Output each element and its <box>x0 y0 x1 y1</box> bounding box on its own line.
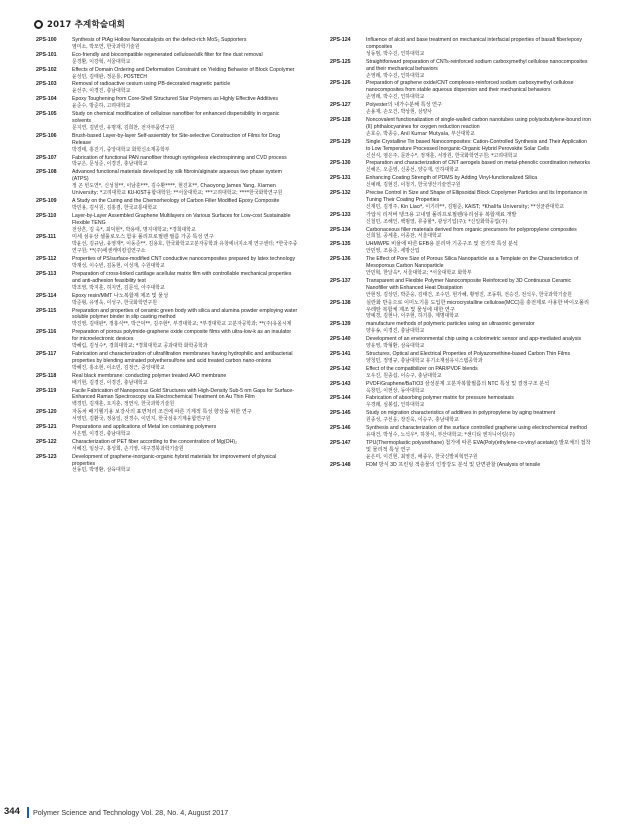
abstract-authors: 정 곤 빈도연*, 신성철**, 이남훈***, 김수환****, 현진호**, Chaoyong James Yang, Xiamen University; *고려대학교 KU-KIST융합대학원; **서울대학교; ***고려대학교; ****한국화학연구원 <box>72 183 283 197</box>
abstract-title: Preparation of porous polyimide-graphene oxide composite films with ultra-low-k as an insulator for microelectronic devices <box>72 329 292 343</box>
abstract-title: Layer-by-Layer Assembled Graphene Multilayers on Various Surfaces for Low-cost Sustainable Flexible TENG <box>72 212 291 226</box>
abstract-title: 실란화 반응으로 이미노기를 도입한 microcrystalline cellulose(MCC)를 충전제로 사용한 바이오폴리우레탄 복합체 제조 및 물성에 대한 연구 <box>366 299 590 313</box>
abstract-authors: 신희철, 공세훈, 이종찬, 서울대학교 <box>366 233 442 240</box>
abstract-authors: 유대건, 박성수, 노석우*, 하창식, 부산대학교; *센디티 엔지니어링(주) <box>366 431 515 438</box>
abstract-body <box>72 111 298 132</box>
abstract-title: Eco-friendly and biocompatible regenerated cellulose/silk filter for fine dust removal <box>72 51 263 58</box>
abstract-body <box>72 373 298 387</box>
abstract-title: Real black membrane: conducting polymer treated AAO membrane <box>72 372 227 379</box>
abstract-title: Brush-based Layer-by-layer Self-assembly for Site-selective Construction of Films for Drug Release <box>72 132 281 146</box>
abstract-title: A Study on the Curing and the Chemorheology of Carbon Filler Modified Epoxy Composite <box>72 197 280 204</box>
abstract-entry <box>36 424 298 438</box>
abstract-entry <box>36 111 298 132</box>
abstract-body <box>72 256 298 270</box>
abstract-id: 2PS-133 <box>330 211 351 218</box>
abstract-body <box>366 410 592 424</box>
abstract-id: 2PS-145 <box>330 410 351 417</box>
abstract-authors: 신재민, 김정주, Kin Liao*, 이기라**, 김범준, KAIST; *Khalifa University; **성균관대학교 <box>366 203 564 210</box>
abstract-title: Single Crystalline Tin based Nanocomposites: Cation-Controlled Synthesis and Their Application to Low Temperature Processed Inorganic-Organic Hybrid Perovskite Solar Cells <box>366 138 588 152</box>
abstract-authors: 백경민, 김재훈, 오지훈, 정연식, 한국과학기술원 <box>72 401 175 408</box>
abstract-body <box>72 409 298 423</box>
abstract-id: 2PS-139 <box>330 321 351 328</box>
abstract-entry <box>330 425 592 439</box>
abstract-body <box>366 139 592 160</box>
abstract-body <box>72 329 298 350</box>
abstract-authors: 박규은, 문성준, 이경진, 충남대학교 <box>72 161 148 168</box>
abstract-body <box>366 212 592 226</box>
abstract-body <box>72 155 298 169</box>
abstract-title: TPU(Thermoplastic polyurethane) 첨가에 따른 EVA(Poly(ethylene-co-vinyl acetate)) 발포체의 접착 및 물리적 특성 연구 <box>366 439 591 453</box>
abstract-body <box>366 241 592 255</box>
abstract-authors: 문지연, 김빈린, 유명재, 김희찬, 전자부품연구원 <box>72 124 175 131</box>
abstract-body <box>72 169 298 197</box>
abstract-authors: 양청민, 정영규, 충남대학교 유기소재섬유시스템공학과 <box>366 357 483 364</box>
abstract-title: Fabrication of functional PAN nanofiber through syringeless electrospinning and CVD process <box>72 154 287 161</box>
abstract-title: Effect of the compatibilizer on PAR/PVDF blends <box>366 365 478 372</box>
abstract-title: Preparations and applications of Metal ion containing polymers <box>72 424 217 431</box>
abstract-entry <box>330 117 592 138</box>
abstract-entry <box>36 409 298 423</box>
abstract-entry <box>330 336 592 350</box>
abstract-entry <box>36 271 298 292</box>
abstract-authors: 안현정, 김상민, 박준웅, 김태건, 조수민, 현가혜, 황영진, 조동휘, 전승진, 전석우, 한국과학기술원 <box>366 291 572 298</box>
abstract-body <box>72 424 298 438</box>
abstract-entry <box>36 133 298 154</box>
abstract-entry <box>330 80 592 101</box>
abstract-id: 2PS-117 <box>36 350 57 357</box>
abstract-authors: 손호승, 박종승, Anil Kumar Mutyala, 부산대학교 <box>366 130 475 137</box>
abstract-title: Polyester의 내가수분해 특성 연구 <box>366 102 443 109</box>
abstract-title: Development of an environmental chip using a colorimetric sensor and app-mediated analysis <box>366 336 582 343</box>
abstract-entry <box>36 454 298 475</box>
abstract-id: 2PS-147 <box>330 439 351 446</box>
abstract-title: Precise Control in Size and Shape of Ellipsoidal Block Copolymer Particles and Its Importance in Tuning Their Coating Properties <box>366 190 588 203</box>
abstract-entry <box>36 81 298 95</box>
abstract-id: 2PS-134 <box>330 226 351 233</box>
footer-divider <box>27 807 29 818</box>
abstract-entry <box>36 67 298 81</box>
abstract-title: PVDF/Graphene/BaTiO3 삼성분계 고분자복합필름의 NTC 특성 및 결정구조 분석 <box>366 380 550 387</box>
abstract-entry <box>330 395 592 409</box>
abstract-body <box>72 271 298 292</box>
abstract-authors: 성동범, 박수진, 인하대학교 <box>366 50 425 57</box>
abstract-body <box>366 160 592 174</box>
abstract-body <box>366 256 592 277</box>
abstract-authors: 손영래, 박수진, 인하대학교 <box>366 72 425 79</box>
abstract-id: 2PS-119 <box>36 387 57 394</box>
abstract-body <box>366 381 592 395</box>
abstract-authors: 서영민, 김환국, 정용일, 전경수, 이민지, 한국섬유기계융합연구원 <box>72 416 211 423</box>
abstract-id: 2PS-116 <box>36 329 57 336</box>
abstract-id: 2PS-114 <box>36 292 57 299</box>
abstract-entry <box>330 139 592 160</box>
abstract-entry <box>330 160 592 174</box>
abstract-title: Transparent and Flexible Polymer Nanocomposite Reinforced by 3D Continuous Ceramic Nanofiller with Enhanced Heat Dissipation <box>366 277 572 291</box>
journal-citation: Polymer Science and Technology Vol. 28, No. 4, August 2017 <box>33 808 229 817</box>
abstract-authors: 박준형, 유영욱, 이성구, 한국화학연구원 <box>72 299 157 306</box>
abstract-authors: 신선식, 염은주, 문찬수*, 정재훈, 서장원, 한국화학연구원; *고려대학교 <box>366 152 518 159</box>
abstract-authors: 배기현, 김경진, 이경진, 충남대학교 <box>72 379 148 386</box>
abstract-id: 2PS-115 <box>36 307 57 314</box>
abstract-id: 2PS-144 <box>330 395 351 402</box>
abstract-title: Carbonaceous filler materials derived from organic precursors for polypropylene composites <box>366 226 577 233</box>
abstract-id: 2PS-100 <box>36 37 57 43</box>
abstract-authors: 양유송, 이경진, 충남대학교 <box>366 328 425 335</box>
abstract-id: 2PS-106 <box>36 132 57 139</box>
abstract-id: 2PS-107 <box>36 154 57 161</box>
abstract-body <box>366 175 592 189</box>
abstract-entry <box>330 366 592 380</box>
abstract-authors: 문경환, 이강혁, 서울대학교 <box>72 58 131 65</box>
abstract-title: Synthesis of PtAg Hollow Nanocatalysts on the defect-rich MoS₂ Supporters <box>72 37 247 43</box>
abstract-id: 2PS-146 <box>330 425 351 432</box>
abstract-id: 2PS-135 <box>330 241 351 248</box>
abstract-id: 2PS-104 <box>36 96 57 103</box>
abstract-authors: 전상흔, 김 욱*, 최덕현*, 박용태, 명지대학교; *경희대학교 <box>72 226 196 233</box>
abstract-entry <box>36 213 298 234</box>
abstract-body <box>72 351 298 372</box>
abstract-id: 2PS-120 <box>36 409 57 416</box>
abstract-body <box>366 351 592 365</box>
abstract-title: 미세 섬유상 셀룰로오스 함유 폴리프로필렌 필름 가공 특성 연구 <box>72 234 214 241</box>
abstract-title: Development of graphene-inorganic-organic hybrid materials for improvement of physical properties <box>72 453 277 467</box>
abstract-id: 2PS-130 <box>330 160 351 167</box>
abstract-authors: 윤은미, 이진현, 최영진, 배종우, 한국신발피혁연구원 <box>366 453 478 460</box>
abstract-authors: 우경래, 심봉섭, 인하대학교 <box>366 402 425 409</box>
abstract-entry <box>330 440 592 461</box>
abstract-body <box>366 425 592 439</box>
abstract-body <box>366 395 592 409</box>
abstract-authors: 양예경, 김현나, 이주현, 하기룡, 계명대학교 <box>366 313 459 320</box>
abstract-id: 2PS-102 <box>36 66 57 73</box>
abstract-entry <box>330 278 592 299</box>
abstract-entry <box>330 212 592 226</box>
abstract-authors: 오우진, 원종섭, 이승구, 충남대학교 <box>366 372 442 379</box>
abstract-entry <box>330 351 592 365</box>
abstract-id: 2PS-127 <box>330 102 351 109</box>
abstract-title: Preparation and properties of ceramic green body with silica and alumina powder employing water soluble polymer binder in slip casting method <box>72 307 298 321</box>
circle-bullet-icon <box>34 20 43 29</box>
abstract-authors: 서은별, 이경진, 충남대학교 <box>72 430 131 437</box>
abstract-id: 2PS-141 <box>330 350 351 357</box>
abstract-authors: 신철민, 조해인, 백범열, 류종할*, 광성기업(주); *신일화학공업(주) <box>366 218 508 225</box>
abstract-id: 2PS-137 <box>330 277 351 284</box>
abstract-title: Structures, Optical and Electrical Properties of Polyazomethine-based Carbon Thin Films <box>366 350 571 357</box>
abstract-authors: 손영래, 박수진, 인하대학교 <box>366 94 425 101</box>
abstract-title: FDM 방식 3D 프린팅 적층물의 인장강도 분석 및 단면관찰 (Analysis of tensile <box>366 461 541 468</box>
abstract-entry <box>36 373 298 387</box>
abstract-authors: 양유영, 박형환, 삼육대학교 <box>366 343 425 350</box>
abstract-title: Study on migration characteristics of additives in polypropylene by aging treatment <box>366 410 556 417</box>
abstract-entry <box>36 198 298 212</box>
abstract-id: 2PS-140 <box>330 336 351 343</box>
abstract-title: Preparation and characterization of CNT aerogels based on metal-phenolic coordination networks <box>366 160 590 167</box>
abstract-id: 2PS-126 <box>330 80 351 87</box>
abstract-authors: 박윤선, 김규남, 유영재*, 이동준**, 김용호, 한국화학교고분자공학과 유창에너지소재 연구센터; *한국주중연구원; **(주)에센케미칼설연구소 <box>72 241 298 255</box>
abstract-entry <box>330 190 592 211</box>
abstract-authors: 윤준수, 방준하, 고려대학교 <box>72 103 131 110</box>
abstract-authors: 윤선주, 이경진, 충남대학교 <box>72 88 131 95</box>
abstract-entry <box>36 329 298 350</box>
abstract-authors: 박혜림, 김성수*, 경희대학교; *경희대학교 공과대학 화학공학과 <box>72 343 208 350</box>
abstract-body <box>72 308 298 329</box>
page-footer <box>0 806 623 818</box>
abstract-id: 2PS-131 <box>330 175 351 182</box>
abstract-body <box>72 198 298 212</box>
abstract-authors: 신예래, 김현진, 이청기, 한국생산기술연구원 <box>366 182 461 189</box>
abstract-body <box>72 133 298 154</box>
abstract-entry <box>330 227 592 241</box>
abstract-title: Effects of Domain Ordering and Deformation Constraint on Yielding Behavior of Block Copolymer <box>72 66 295 73</box>
abstract-title: Characterization of PET fiber according to the concentration of Mg(OH)₂ <box>72 438 238 445</box>
abstract-body <box>72 439 298 453</box>
abstract-entry <box>330 381 592 395</box>
abstract-entry <box>36 155 298 169</box>
abstract-entry <box>36 37 298 51</box>
abstract-body <box>72 52 298 66</box>
abstract-id: 2PS-118 <box>36 372 57 379</box>
abstract-id: 2PS-109 <box>36 197 57 204</box>
abstract-authors: 박경태, 홍진기, 중앙대학교 화학신소재공학부 <box>72 146 170 153</box>
abstract-authors: 안민영, 조용준, 세방산업 <box>366 248 420 255</box>
abstract-title: Preparation of graphene oxide/CNT complexes-reinforced sodium carboxymethyl cellulose nanocomposites from stable aqueous dispersion and their mechanical behaviors <box>366 80 574 94</box>
abstract-body <box>72 388 298 409</box>
abstract-authors: 옥창민, 이헌상, 동아대학교 <box>366 387 425 394</box>
abstract-entry <box>36 234 298 255</box>
abstract-id: 2PS-129 <box>330 138 351 145</box>
left-column <box>36 37 298 475</box>
abstract-body <box>72 81 298 95</box>
abstract-authors: 서혜진, 임상구, 홍성희, 손기영, 대구경북과학기술원 <box>72 445 184 452</box>
abstract-id: 2PS-122 <box>36 438 57 445</box>
abstract-body <box>366 59 592 80</box>
abstract-id: 2PS-113 <box>36 271 57 277</box>
abstract-entry <box>330 410 592 424</box>
abstract-title: Synthesis and characterization of the surface controlled graphene using electrochemical method <box>366 425 587 432</box>
abstract-authors: 박조영, 박지훈, 허지연, 김문석, 아주대학교 <box>72 284 165 291</box>
abstract-title: Straightforward preparation of CNTs-reinforced sodium carboxymethyl cellulose nanocomposites and their mechanical behaviors <box>366 58 588 72</box>
page-header <box>34 16 125 32</box>
abstract-title: Epoxy resin/MMT 나노복합재 제조 및 물성 <box>72 292 169 299</box>
abstract-body <box>366 227 592 241</box>
abstract-title: Fabrication of absorbing polymer matrix for pressure hemostasis <box>366 395 514 402</box>
abstract-id: 2PS-121 <box>36 424 57 431</box>
abstract-title: Influence of alcid and base treatment on mechanical interfacial properties of basalt fiber/epoxy composites <box>366 37 582 50</box>
abstract-entry <box>36 169 298 197</box>
abstract-title: Preparation of cross-linked cartilage acellular matrix film with controllable mechanical properties and anti-adhesion feasibility test <box>72 271 292 284</box>
abstract-body <box>72 96 298 110</box>
abstract-id: 2PS-101 <box>36 51 57 58</box>
abstract-body <box>366 80 592 101</box>
abstract-authors: 박민용, 김서원, 김홍겸, 한국교통대학교 <box>72 204 157 211</box>
abstract-title: Advanced functional materials developed by silk fibroin/alginate aqueous two phase system (ATPS) <box>72 169 282 183</box>
abstract-title: Properties of PS/surface-modified CNT conductive nanocomposites prepared by latex technology <box>72 256 296 263</box>
abstract-id: 2PS-143 <box>330 380 351 387</box>
abstract-body <box>72 454 298 475</box>
abstract-id: 2PS-112 <box>36 256 57 263</box>
abstract-entry <box>330 102 592 116</box>
abstract-title: 가압식 리저버 탱크용 고내열 폴리프로필렌/유리섬유 복합재료 개발 <box>366 211 517 218</box>
abstract-entry <box>330 300 592 321</box>
page-number: 344 <box>4 806 20 817</box>
abstract-body <box>72 67 298 81</box>
abstract-entry <box>36 293 298 307</box>
abstract-body <box>366 440 592 461</box>
abstract-id: 2PS-123 <box>36 453 57 460</box>
abstract-body <box>366 336 592 350</box>
abstract-title: manufacture methods of polymeric particles using an ultrasonic generator <box>366 321 535 328</box>
abstract-body <box>72 213 298 234</box>
abstract-entry <box>330 321 592 335</box>
abstract-body <box>366 190 592 211</box>
abstract-entry <box>330 256 592 277</box>
abstract-body <box>366 462 592 469</box>
abstract-title: UHMWPE 비율에 따른 EFB용 분리막 기공구조 및 전기적 특성 분석 <box>366 241 518 248</box>
abstract-entry <box>36 256 298 270</box>
abstract-id: 2PS-124 <box>330 37 351 43</box>
abstract-authors: 선동민, 박영환, 삼육대학교 <box>72 467 131 474</box>
abstract-body <box>366 102 592 116</box>
abstract-authors: 박혜진, 홍소현, 이소민, 김정근, 중앙대학교 <box>72 364 165 371</box>
abstract-body <box>72 37 298 51</box>
abstract-body <box>366 117 592 138</box>
abstract-entry <box>330 59 592 80</box>
abstract-authors: 원종성, 구선웅, 장진욱, 이승구, 충남대학교 <box>366 417 459 424</box>
abstract-id: 2PS-110 <box>36 212 57 219</box>
abstract-id: 2PS-132 <box>330 190 351 197</box>
abstract-entry <box>330 37 592 58</box>
abstract-authors: 안민혁, 한달옥*, 서울대학교; *서울대학교 화학부 <box>366 270 472 276</box>
abstract-title: Facile Fabrication of Nanoporous Gold Structures with High-Density Sub-5 nm Gaps for Surface-Enhanced Raman Spectroscopy via Electrochemical Treatment on Au Thin Film <box>72 387 295 401</box>
abstract-id: 2PS-111 <box>36 234 57 241</box>
conference-title: 2017 추계학술대회 <box>47 20 126 30</box>
abstract-title: 자동차 배기헬기용 보강사의 표면처리 조건에 따른 기계적 특성 향상을 위한 연구 <box>72 409 252 416</box>
abstract-id: 2PS-108 <box>36 169 57 176</box>
abstract-entry <box>36 351 298 372</box>
abstract-body <box>72 234 298 255</box>
abstract-id: 2PS-128 <box>330 116 351 123</box>
abstract-entry <box>330 462 592 469</box>
abstract-id: 2PS-103 <box>36 81 57 88</box>
abstract-title: Epoxy Toughening from Core-Shell Structured Star Polymers as Highly Effective Additives <box>72 96 278 103</box>
abstract-title: Fabrication and characterization of ultrafiltration membranes having hydrophilic and antibacterial properties by blending aminated polyethersulfone and acid treated carbon nano-onions <box>72 350 293 364</box>
abstract-authors: 손용재, 손오건, 박상현, 삼양사 <box>366 109 433 116</box>
abstract-id: 2PS-142 <box>330 365 351 372</box>
abstract-entry <box>330 175 592 189</box>
abstract-id: 2PS-105 <box>36 111 57 118</box>
right-column <box>330 37 592 469</box>
abstract-entry <box>36 439 298 453</box>
abstract-body <box>366 37 592 58</box>
abstract-id: 2PS-138 <box>330 299 351 306</box>
abstract-title: Study on chemical modification of cellulose nanofiber for enhanced dispersibility in organic solvents <box>72 111 280 124</box>
abstract-entry <box>36 388 298 409</box>
abstract-authors: 박진영, 김태완*, 정홍식**, 박근덕**, 김주현*, 부경대학교; *부경대학교 고분자공학과; **(주)유올시제 <box>72 321 292 328</box>
abstract-entry <box>36 96 298 110</box>
abstract-authors: 신혜은, 오준영, 신종선, 양승재, 인하대학교 <box>366 167 459 174</box>
abstract-id: 2PS-148 <box>330 461 351 468</box>
abstract-title: Enhancing Coating Strength of PDMS by Adding Vinyl-functionalized Silica <box>366 175 538 182</box>
abstract-entry <box>36 308 298 329</box>
abstract-entry <box>36 52 298 66</box>
abstract-title: Noncovalent functionalization of single-walled carbon nanotubes using polyisobutylene-bound iron (II) phthalocyanines for oxygen reduction reaction <box>366 116 591 130</box>
abstract-id: 2PS-136 <box>330 256 351 263</box>
abstract-body <box>366 321 592 335</box>
abstract-id: 2PS-125 <box>330 58 351 65</box>
abstract-authors: 염미소, 박모연, 한국과학기술원 <box>72 43 140 50</box>
abstract-body <box>366 366 592 380</box>
abstract-body <box>366 278 592 299</box>
abstract-body <box>72 293 298 307</box>
abstract-authors: 윤성민, 김태완, 정운룡, POSTECH <box>72 73 147 80</box>
abstract-authors: 박재성, 이수빈, 김동현, 이성재, 수원대학교 <box>72 263 165 270</box>
abstract-title: The Effect of Pore Size of Porous Silica Nanoparticle as a Template on the Characteristics of Mesoporous Carbon Nanoparticle <box>366 256 579 270</box>
abstract-body <box>366 300 592 321</box>
abstract-title: Removal of radioactive cesium using PB-decorated magnetic particle <box>72 81 231 88</box>
abstract-entry <box>330 241 592 255</box>
